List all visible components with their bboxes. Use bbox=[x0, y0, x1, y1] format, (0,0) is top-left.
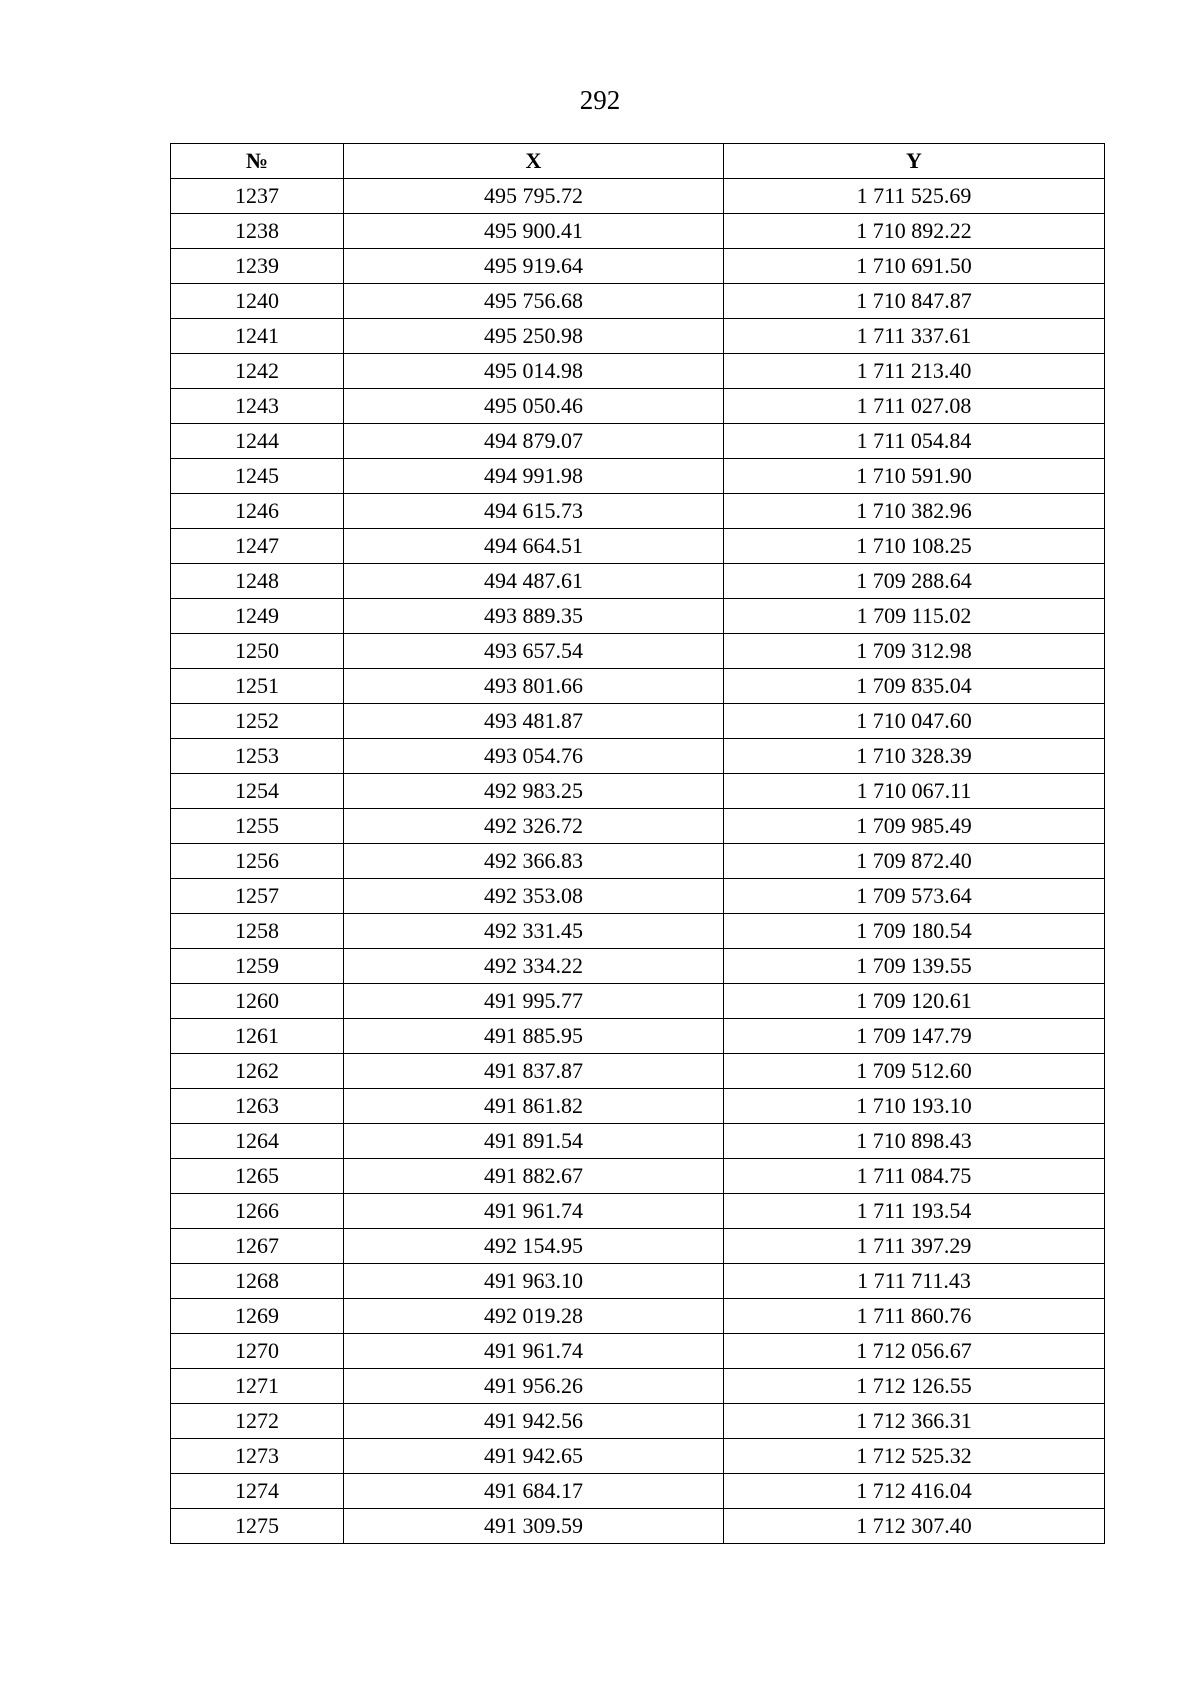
cell-x: 492 326.72 bbox=[344, 809, 724, 844]
cell-y: 1 709 180.54 bbox=[724, 914, 1105, 949]
cell-y: 1 709 288.64 bbox=[724, 564, 1105, 599]
table-row bbox=[171, 1404, 1105, 1439]
column-header-y: Y bbox=[724, 144, 1105, 179]
cell-y: 1 710 847.87 bbox=[724, 284, 1105, 319]
cell-y: 1 710 382.96 bbox=[724, 494, 1105, 529]
cell-y: 1 709 147.79 bbox=[724, 1019, 1105, 1054]
cell-x: 491 891.54 bbox=[344, 1124, 724, 1159]
cell-y: 1 711 193.54 bbox=[724, 1194, 1105, 1229]
cell-number: 1239 bbox=[171, 249, 344, 284]
cell-x: 491 942.65 bbox=[344, 1439, 724, 1474]
column-header-number: № bbox=[171, 144, 344, 179]
table-row bbox=[171, 599, 1105, 634]
cell-number: 1258 bbox=[171, 914, 344, 949]
table-row bbox=[171, 179, 1105, 214]
cell-number: 1242 bbox=[171, 354, 344, 389]
table-row bbox=[171, 494, 1105, 529]
table-row bbox=[171, 984, 1105, 1019]
cell-y: 1 710 691.50 bbox=[724, 249, 1105, 284]
cell-y: 1 709 872.40 bbox=[724, 844, 1105, 879]
cell-number: 1237 bbox=[171, 179, 344, 214]
cell-number: 1247 bbox=[171, 529, 344, 564]
cell-y: 1 712 307.40 bbox=[724, 1509, 1105, 1544]
table-row bbox=[171, 844, 1105, 879]
cell-x: 491 963.10 bbox=[344, 1264, 724, 1299]
table-row bbox=[171, 529, 1105, 564]
cell-x: 493 657.54 bbox=[344, 634, 724, 669]
column-header-x: X bbox=[344, 144, 724, 179]
cell-x: 491 995.77 bbox=[344, 984, 724, 1019]
cell-number: 1261 bbox=[171, 1019, 344, 1054]
table-row bbox=[171, 949, 1105, 984]
cell-x: 491 961.74 bbox=[344, 1194, 724, 1229]
cell-y: 1 710 898.43 bbox=[724, 1124, 1105, 1159]
table-row bbox=[171, 284, 1105, 319]
cell-x: 493 054.76 bbox=[344, 739, 724, 774]
table-row bbox=[171, 1019, 1105, 1054]
cell-y: 1 710 328.39 bbox=[724, 739, 1105, 774]
cell-x: 492 366.83 bbox=[344, 844, 724, 879]
cell-number: 1259 bbox=[171, 949, 344, 984]
cell-x: 494 879.07 bbox=[344, 424, 724, 459]
cell-x: 495 919.64 bbox=[344, 249, 724, 284]
cell-y: 1 709 573.64 bbox=[724, 879, 1105, 914]
table-row bbox=[171, 1264, 1105, 1299]
cell-y: 1 711 397.29 bbox=[724, 1229, 1105, 1264]
cell-x: 495 795.72 bbox=[344, 179, 724, 214]
cell-y: 1 712 366.31 bbox=[724, 1404, 1105, 1439]
cell-y: 1 711 860.76 bbox=[724, 1299, 1105, 1334]
table-row bbox=[171, 1054, 1105, 1089]
cell-number: 1249 bbox=[171, 599, 344, 634]
table-row bbox=[171, 424, 1105, 459]
coordinates-table bbox=[170, 143, 1105, 1544]
table-row bbox=[171, 669, 1105, 704]
page-number: 292 bbox=[579, 85, 621, 115]
cell-number: 1251 bbox=[171, 669, 344, 704]
table-row bbox=[171, 914, 1105, 949]
cell-y: 1 709 312.98 bbox=[724, 634, 1105, 669]
cell-number: 1245 bbox=[171, 459, 344, 494]
cell-number: 1255 bbox=[171, 809, 344, 844]
cell-y: 1 709 115.02 bbox=[724, 599, 1105, 634]
cell-number: 1252 bbox=[171, 704, 344, 739]
cell-x: 491 885.95 bbox=[344, 1019, 724, 1054]
table-row bbox=[171, 1124, 1105, 1159]
cell-x: 491 309.59 bbox=[344, 1509, 724, 1544]
cell-number: 1271 bbox=[171, 1369, 344, 1404]
cell-y: 1 710 591.90 bbox=[724, 459, 1105, 494]
cell-x: 491 956.26 bbox=[344, 1369, 724, 1404]
cell-number: 1274 bbox=[171, 1474, 344, 1509]
cell-y: 1 711 054.84 bbox=[724, 424, 1105, 459]
cell-number: 1275 bbox=[171, 1509, 344, 1544]
cell-number: 1260 bbox=[171, 984, 344, 1019]
cell-x: 494 487.61 bbox=[344, 564, 724, 599]
cell-number: 1241 bbox=[171, 319, 344, 354]
cell-x: 492 019.28 bbox=[344, 1299, 724, 1334]
table-row bbox=[171, 1229, 1105, 1264]
cell-x: 495 050.46 bbox=[344, 389, 724, 424]
cell-number: 1272 bbox=[171, 1404, 344, 1439]
cell-number: 1238 bbox=[171, 214, 344, 249]
cell-number: 1257 bbox=[171, 879, 344, 914]
cell-number: 1250 bbox=[171, 634, 344, 669]
cell-x: 494 615.73 bbox=[344, 494, 724, 529]
table-row bbox=[171, 1299, 1105, 1334]
cell-x: 491 942.56 bbox=[344, 1404, 724, 1439]
cell-x: 493 481.87 bbox=[344, 704, 724, 739]
cell-x: 494 991.98 bbox=[344, 459, 724, 494]
table-row bbox=[171, 809, 1105, 844]
table-row bbox=[171, 1089, 1105, 1124]
cell-y: 1 712 525.32 bbox=[724, 1439, 1105, 1474]
cell-x: 491 684.17 bbox=[344, 1474, 724, 1509]
cell-number: 1253 bbox=[171, 739, 344, 774]
cell-number: 1256 bbox=[171, 844, 344, 879]
cell-y: 1 711 084.75 bbox=[724, 1159, 1105, 1194]
table-row bbox=[171, 634, 1105, 669]
cell-x: 492 353.08 bbox=[344, 879, 724, 914]
cell-x: 494 664.51 bbox=[344, 529, 724, 564]
cell-y: 1 711 525.69 bbox=[724, 179, 1105, 214]
cell-number: 1270 bbox=[171, 1334, 344, 1369]
table-row bbox=[171, 704, 1105, 739]
cell-number: 1254 bbox=[171, 774, 344, 809]
cell-number: 1248 bbox=[171, 564, 344, 599]
cell-number: 1266 bbox=[171, 1194, 344, 1229]
cell-x: 492 331.45 bbox=[344, 914, 724, 949]
table-header-row bbox=[171, 144, 1105, 179]
cell-x: 492 154.95 bbox=[344, 1229, 724, 1264]
cell-y: 1 710 067.11 bbox=[724, 774, 1105, 809]
table-row bbox=[171, 214, 1105, 249]
cell-y: 1 712 056.67 bbox=[724, 1334, 1105, 1369]
cell-x: 495 014.98 bbox=[344, 354, 724, 389]
cell-number: 1273 bbox=[171, 1439, 344, 1474]
cell-x: 493 801.66 bbox=[344, 669, 724, 704]
cell-y: 1 711 711.43 bbox=[724, 1264, 1105, 1299]
table-row bbox=[171, 249, 1105, 284]
cell-y: 1 712 126.55 bbox=[724, 1369, 1105, 1404]
cell-x: 491 961.74 bbox=[344, 1334, 724, 1369]
table-row bbox=[171, 459, 1105, 494]
cell-y: 1 709 835.04 bbox=[724, 669, 1105, 704]
cell-number: 1269 bbox=[171, 1299, 344, 1334]
cell-number: 1243 bbox=[171, 389, 344, 424]
cell-y: 1 710 892.22 bbox=[724, 214, 1105, 249]
cell-number: 1246 bbox=[171, 494, 344, 529]
table-row bbox=[171, 1159, 1105, 1194]
cell-y: 1 709 512.60 bbox=[724, 1054, 1105, 1089]
cell-y: 1 709 139.55 bbox=[724, 949, 1105, 984]
cell-number: 1264 bbox=[171, 1124, 344, 1159]
cell-number: 1262 bbox=[171, 1054, 344, 1089]
cell-number: 1268 bbox=[171, 1264, 344, 1299]
table-row bbox=[171, 354, 1105, 389]
cell-y: 1 711 027.08 bbox=[724, 389, 1105, 424]
table-row bbox=[171, 1474, 1105, 1509]
cell-y: 1 712 416.04 bbox=[724, 1474, 1105, 1509]
cell-x: 495 900.41 bbox=[344, 214, 724, 249]
cell-x: 491 861.82 bbox=[344, 1089, 724, 1124]
table-row bbox=[171, 1439, 1105, 1474]
cell-x: 491 882.67 bbox=[344, 1159, 724, 1194]
table-row bbox=[171, 319, 1105, 354]
table-row bbox=[171, 1509, 1105, 1544]
table-row bbox=[171, 739, 1105, 774]
cell-x: 493 889.35 bbox=[344, 599, 724, 634]
cell-x: 492 334.22 bbox=[344, 949, 724, 984]
cell-x: 492 983.25 bbox=[344, 774, 724, 809]
cell-number: 1267 bbox=[171, 1229, 344, 1264]
table-row bbox=[171, 774, 1105, 809]
table-row bbox=[171, 564, 1105, 599]
cell-y: 1 711 337.61 bbox=[724, 319, 1105, 354]
cell-y: 1 709 985.49 bbox=[724, 809, 1105, 844]
table-row bbox=[171, 1369, 1105, 1404]
table-row bbox=[171, 879, 1105, 914]
cell-x: 495 250.98 bbox=[344, 319, 724, 354]
cell-y: 1 710 193.10 bbox=[724, 1089, 1105, 1124]
table-row bbox=[171, 1194, 1105, 1229]
cell-y: 1 709 120.61 bbox=[724, 984, 1105, 1019]
table-row bbox=[171, 1334, 1105, 1369]
table-body bbox=[171, 179, 1105, 1544]
cell-x: 495 756.68 bbox=[344, 284, 724, 319]
cell-y: 1 710 108.25 bbox=[724, 529, 1105, 564]
cell-number: 1240 bbox=[171, 284, 344, 319]
cell-number: 1265 bbox=[171, 1159, 344, 1194]
cell-number: 1263 bbox=[171, 1089, 344, 1124]
cell-y: 1 710 047.60 bbox=[724, 704, 1105, 739]
cell-x: 491 837.87 bbox=[344, 1054, 724, 1089]
cell-y: 1 711 213.40 bbox=[724, 354, 1105, 389]
table-row bbox=[171, 389, 1105, 424]
cell-number: 1244 bbox=[171, 424, 344, 459]
